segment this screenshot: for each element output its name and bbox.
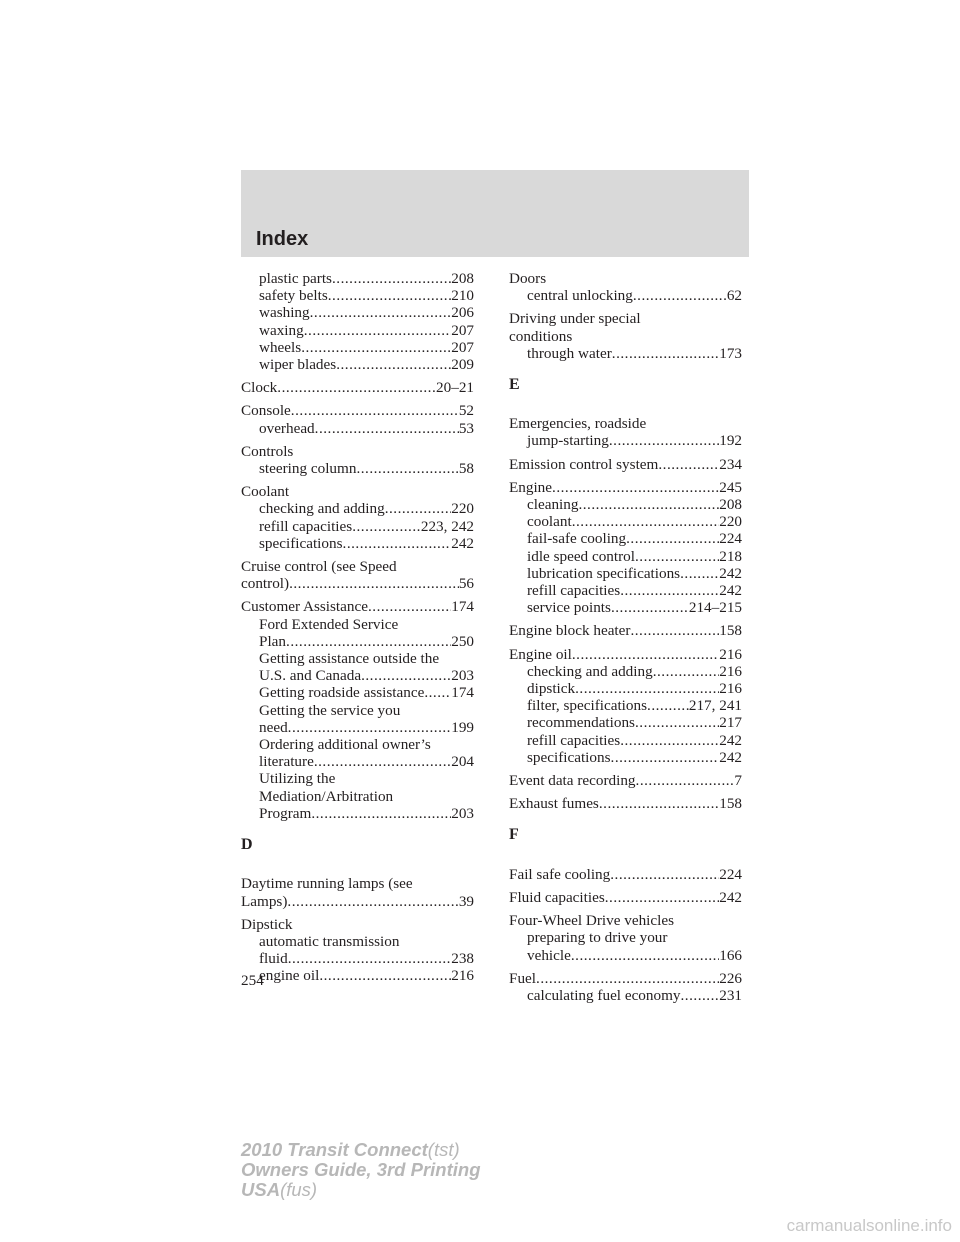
index-main-entry <box>509 328 742 345</box>
dot-leader <box>572 513 720 530</box>
index-entry <box>509 912 742 964</box>
index-main-entry <box>509 479 742 496</box>
dot-leader <box>287 893 458 910</box>
index-entry <box>509 479 742 617</box>
entry-page-ref: 226 <box>719 969 742 987</box>
index-entry <box>509 310 742 362</box>
dot-leader <box>680 565 719 582</box>
dot-leader <box>277 379 436 396</box>
entry-page-ref: 242 <box>719 731 742 749</box>
index-subentry <box>241 667 474 684</box>
index-main-entry <box>241 443 474 460</box>
entry-text: steering column <box>259 460 357 478</box>
index-subentry <box>241 339 474 356</box>
index-subentry <box>241 420 474 437</box>
entry-page-ref: 216 <box>719 645 742 663</box>
dot-leader <box>385 500 452 517</box>
dot-leader <box>635 548 719 565</box>
dot-leader <box>612 345 719 362</box>
index-entry <box>509 795 742 812</box>
entry-text: Lamps) <box>241 892 288 910</box>
page-number: 254 <box>241 972 264 989</box>
entry-text: Engine <box>509 478 553 496</box>
index-subentry <box>241 518 474 535</box>
entry-page-ref: 216 <box>451 967 474 985</box>
index-entry <box>241 916 474 985</box>
index-main-entry <box>241 575 474 592</box>
dot-leader <box>304 322 452 339</box>
index-subentry <box>241 719 474 736</box>
index-main-entry <box>241 598 474 615</box>
dot-leader <box>319 967 451 984</box>
entry-text: Emergencies, roadside <box>509 415 647 433</box>
entry-page-ref: 208 <box>451 270 474 287</box>
index-entry <box>241 875 474 909</box>
dot-leader <box>636 772 735 789</box>
index-main-entry <box>509 772 742 789</box>
dot-leader <box>635 714 719 731</box>
entry-text: idle speed control <box>527 547 635 565</box>
entry-text: waxing <box>259 321 304 339</box>
index-main-entry <box>509 866 742 883</box>
dot-leader <box>289 575 459 592</box>
dot-leader <box>610 866 719 883</box>
index-subentry <box>241 356 474 373</box>
entry-text: coolant <box>527 513 572 531</box>
entry-page-ref: 207 <box>451 321 474 339</box>
dot-leader <box>311 805 451 822</box>
page-title: Index <box>256 228 309 250</box>
entry-page-ref: 206 <box>451 304 474 322</box>
entry-text: cleaning <box>527 496 579 514</box>
dot-leader <box>328 287 451 304</box>
entry-text: Driving under special <box>509 310 641 328</box>
entry-page-ref: 52 <box>458 402 474 420</box>
dot-leader <box>352 518 421 535</box>
entry-text: Program <box>259 804 312 822</box>
dot-leader <box>424 684 451 701</box>
dot-leader <box>368 598 451 615</box>
dot-leader <box>681 987 720 1004</box>
dot-leader <box>356 460 458 477</box>
index-entry <box>241 483 474 552</box>
footer-print-info <box>241 1140 481 1200</box>
entry-text: refill capacities <box>527 731 621 749</box>
entry-text: Event data recording <box>509 772 636 790</box>
dot-leader <box>609 432 719 449</box>
index-section-letter: F <box>509 826 519 844</box>
dot-leader <box>599 795 719 812</box>
footer-market-code: (fus) <box>280 1179 318 1200</box>
index-subentry <box>241 460 474 477</box>
entry-page-ref: 220 <box>451 500 474 518</box>
entry-text: engine oil <box>259 967 320 985</box>
index-subentry <box>241 287 474 304</box>
index-subentry <box>241 967 474 984</box>
entry-text: washing <box>259 304 310 322</box>
index-entry <box>509 970 742 1004</box>
entry-page-ref: 56 <box>458 575 474 593</box>
index-main-entry <box>241 558 474 575</box>
entry-text: Exhaust fumes <box>509 795 599 813</box>
entry-text: Engine block heater <box>509 622 631 640</box>
entry-page-ref: 223, 242 <box>420 517 474 535</box>
entry-text: Plan <box>259 632 287 650</box>
entry-page-ref: 217, 241 <box>688 697 742 715</box>
entry-text: Getting roadside assistance <box>259 684 425 702</box>
entry-page-ref: 242 <box>719 582 742 600</box>
entry-text: control) <box>241 575 290 593</box>
entry-page-ref: 7 <box>734 772 742 790</box>
entry-page-ref: 217 <box>719 714 742 732</box>
entry-text: U.S. and Canada <box>259 667 362 685</box>
index-main-entry <box>509 889 742 906</box>
index-subentry <box>509 345 742 362</box>
entry-text: jump-starting <box>527 432 609 450</box>
dot-leader <box>611 749 720 766</box>
entry-page-ref: 245 <box>719 478 742 496</box>
index-main-entry <box>509 310 742 327</box>
entry-page-ref: 224 <box>719 530 742 548</box>
index-section-letter: D <box>241 836 253 854</box>
dot-leader <box>605 889 719 906</box>
index-entry <box>509 415 742 449</box>
index-main-entry <box>241 379 474 396</box>
index-entry <box>241 443 474 477</box>
entry-text: Ordering additional owner’s <box>259 736 431 754</box>
entry-page-ref: 204 <box>451 753 474 771</box>
entry-page-ref: 58 <box>458 460 474 478</box>
entry-page-ref: 20–21 <box>436 379 474 397</box>
index-subentry <box>509 697 742 714</box>
index-subentry <box>241 805 474 822</box>
entry-text: Mediation/Arbitration <box>259 787 394 805</box>
index-subentry <box>509 749 742 766</box>
entry-text: Engine oil <box>509 645 572 663</box>
entry-page-ref: 242 <box>451 534 474 552</box>
index-subentry <box>241 500 474 517</box>
entry-page-ref: 166 <box>719 946 742 964</box>
dot-leader <box>571 947 719 964</box>
index-subentry <box>241 650 474 667</box>
entry-text: through water <box>527 344 612 362</box>
entry-text: Fluid capacities <box>509 888 605 906</box>
entry-text: checking and adding <box>527 662 653 680</box>
index-subentry <box>509 432 742 449</box>
entry-text: calculating fuel economy <box>527 986 681 1004</box>
entry-page-ref: 242 <box>719 748 742 766</box>
entry-page-ref: 214–215 <box>688 599 742 617</box>
index-subentry <box>509 530 742 547</box>
index-subentry <box>509 680 742 697</box>
dot-leader <box>361 667 451 684</box>
entry-page-ref: 203 <box>451 667 474 685</box>
dot-leader <box>658 456 719 473</box>
entry-page-ref: 174 <box>451 684 474 702</box>
entry-text: plastic parts <box>259 270 332 287</box>
entry-page-ref: 216 <box>719 680 742 698</box>
index-main-entry <box>509 646 742 663</box>
entry-page-ref: 250 <box>451 632 474 650</box>
entry-text: safety belts <box>259 287 328 305</box>
entry-page-ref: 231 <box>719 986 742 1004</box>
footer-market: USA <box>241 1179 281 1200</box>
entry-text: Fuel <box>509 969 537 987</box>
entry-text: preparing to drive your <box>527 929 668 947</box>
index-subentry <box>241 736 474 753</box>
dot-leader <box>620 732 719 749</box>
entry-page-ref: 199 <box>451 718 474 736</box>
index-entry <box>241 402 474 436</box>
index-subentry <box>241 535 474 552</box>
entry-page-ref: 209 <box>451 356 474 374</box>
dot-leader <box>575 680 719 697</box>
index-subentry <box>509 732 742 749</box>
dot-leader <box>536 970 719 987</box>
dot-leader <box>620 582 719 599</box>
dot-leader <box>286 633 451 650</box>
entry-text: Coolant <box>241 483 290 501</box>
entry-text: wheels <box>259 338 302 356</box>
index-entry <box>509 456 742 473</box>
entry-text: overhead <box>259 419 315 437</box>
index-subentry <box>241 633 474 650</box>
entry-text: conditions <box>509 327 573 345</box>
entry-page-ref: 208 <box>719 496 742 514</box>
dot-leader <box>630 622 719 639</box>
entry-text: Getting the service you <box>259 701 401 719</box>
index-subentry <box>509 582 742 599</box>
entry-page-ref: 242 <box>719 888 742 906</box>
dot-leader <box>578 496 719 513</box>
entry-page-ref: 158 <box>719 622 742 640</box>
entry-text: lubrication specifications <box>527 564 681 582</box>
index-subentry <box>241 770 474 787</box>
dot-leader <box>314 753 451 770</box>
dot-leader <box>343 535 452 552</box>
dot-leader <box>288 950 452 967</box>
index-subentry <box>509 599 742 616</box>
dot-leader <box>291 402 459 419</box>
index-subentry <box>509 947 742 964</box>
index-entry <box>509 866 742 883</box>
index-column-left <box>241 270 474 991</box>
dot-leader <box>552 479 719 496</box>
index-subentry <box>509 548 742 565</box>
index-main-entry <box>509 270 742 287</box>
index-subentry <box>241 684 474 701</box>
entry-text: Utilizing the <box>259 770 336 788</box>
index-entry <box>509 646 742 766</box>
index-subentry <box>509 513 742 530</box>
dot-leader <box>332 270 451 287</box>
index-subentry <box>509 663 742 680</box>
dot-leader <box>315 420 459 437</box>
index-entry <box>241 598 474 822</box>
entry-text: central unlocking <box>527 287 633 305</box>
index-subentry <box>241 702 474 719</box>
index-entry <box>241 270 474 373</box>
index-subentry <box>241 616 474 633</box>
entry-page-ref: 238 <box>451 950 474 968</box>
dot-leader <box>336 356 451 373</box>
entry-text: fluid <box>259 950 288 968</box>
index-subentry <box>509 287 742 304</box>
entry-text: refill capacities <box>259 517 353 535</box>
index-main-entry <box>509 622 742 639</box>
entry-text: Controls <box>241 442 294 460</box>
index-main-entry <box>509 912 742 929</box>
entry-page-ref: 192 <box>719 432 742 450</box>
index-subentry <box>241 304 474 321</box>
entry-text: filter, specifications <box>527 697 648 715</box>
entry-page-ref: 207 <box>451 338 474 356</box>
entry-text: Ford Extended Service <box>259 615 399 633</box>
entry-text: vehicle <box>527 946 571 964</box>
entry-text: need <box>259 718 288 736</box>
entry-text: refill capacities <box>527 582 621 600</box>
entry-page-ref: 62 <box>726 287 742 305</box>
index-entry <box>241 379 474 396</box>
index-entry <box>241 558 474 592</box>
entry-text: Customer Assistance <box>241 598 368 616</box>
index-subentry <box>241 270 474 287</box>
index-subentry <box>509 714 742 731</box>
entry-page-ref: 224 <box>719 865 742 883</box>
index-subentry <box>509 565 742 582</box>
entry-text: dipstick <box>527 680 576 698</box>
footer-title: 2010 Transit Connect <box>241 1139 428 1160</box>
entry-text: Daytime running lamps (see <box>241 875 413 893</box>
entry-text: service points <box>527 599 611 617</box>
index-entry <box>509 270 742 304</box>
entry-page-ref: 53 <box>458 419 474 437</box>
entry-text: wiper blades <box>259 356 337 374</box>
dot-leader <box>611 599 689 616</box>
entry-text: Four-Wheel Drive vehicles <box>509 912 675 930</box>
entry-page-ref: 220 <box>719 513 742 531</box>
entry-page-ref: 158 <box>719 795 742 813</box>
entry-text: Fail safe cooling <box>509 865 611 883</box>
footer-title-code: (tst) <box>427 1139 460 1160</box>
entry-page-ref: 242 <box>719 564 742 582</box>
entry-page-ref: 203 <box>451 804 474 822</box>
entry-text: specifications <box>527 748 611 766</box>
entry-page-ref: 234 <box>719 455 742 473</box>
entry-text: Console <box>241 402 291 420</box>
dot-leader <box>626 530 719 547</box>
entry-text: automatic transmission <box>259 932 400 950</box>
index-column-right <box>509 270 742 1010</box>
index-subentry <box>509 496 742 513</box>
index-main-entry <box>241 916 474 933</box>
dot-leader <box>288 719 452 736</box>
entry-page-ref: 39 <box>458 892 474 910</box>
entry-page-ref: 210 <box>451 287 474 305</box>
index-main-entry <box>509 415 742 432</box>
index-main-entry <box>241 893 474 910</box>
index-subentry <box>241 950 474 967</box>
entry-page-ref: 218 <box>719 547 742 565</box>
header-band <box>241 170 749 257</box>
index-main-entry <box>509 970 742 987</box>
index-section-letter: E <box>509 376 520 394</box>
entry-text: Getting assistance outside the <box>259 650 440 668</box>
dot-leader <box>310 304 452 321</box>
entry-text: Clock <box>241 379 278 397</box>
entry-text: Dipstick <box>241 915 293 933</box>
index-subentry <box>241 788 474 805</box>
index-subentry <box>509 929 742 946</box>
entry-text: literature <box>259 753 314 771</box>
entry-text: recommendations <box>527 714 635 732</box>
index-entry <box>509 772 742 789</box>
footer-printing: Owners Guide, 3rd Printing <box>241 1159 481 1180</box>
index-entry <box>509 622 742 639</box>
entry-page-ref: 174 <box>451 598 474 616</box>
index-main-entry <box>509 795 742 812</box>
index-main-entry <box>241 483 474 500</box>
index-subentry <box>241 322 474 339</box>
entry-page-ref: 173 <box>719 344 742 362</box>
watermark[interactable]: carmanualsonline.info <box>786 1216 952 1235</box>
entry-text: specifications <box>259 534 343 552</box>
index-main-entry <box>241 402 474 419</box>
dot-leader <box>301 339 451 356</box>
index-subentry <box>241 933 474 950</box>
index-main-entry <box>509 456 742 473</box>
entry-text: Emission control system <box>509 455 659 473</box>
index-entry <box>509 889 742 906</box>
dot-leader <box>647 697 689 714</box>
index-main-entry <box>241 875 474 892</box>
dot-leader <box>572 646 719 663</box>
dot-leader <box>633 287 727 304</box>
entry-text: Doors <box>509 270 547 287</box>
entry-text: fail-safe cooling <box>527 530 627 548</box>
dot-leader <box>653 663 720 680</box>
entry-text: checking and adding <box>259 500 385 518</box>
entry-text: Cruise control (see Speed <box>241 558 397 576</box>
index-subentry <box>241 753 474 770</box>
entry-page-ref: 216 <box>719 662 742 680</box>
index-subentry <box>509 987 742 1004</box>
